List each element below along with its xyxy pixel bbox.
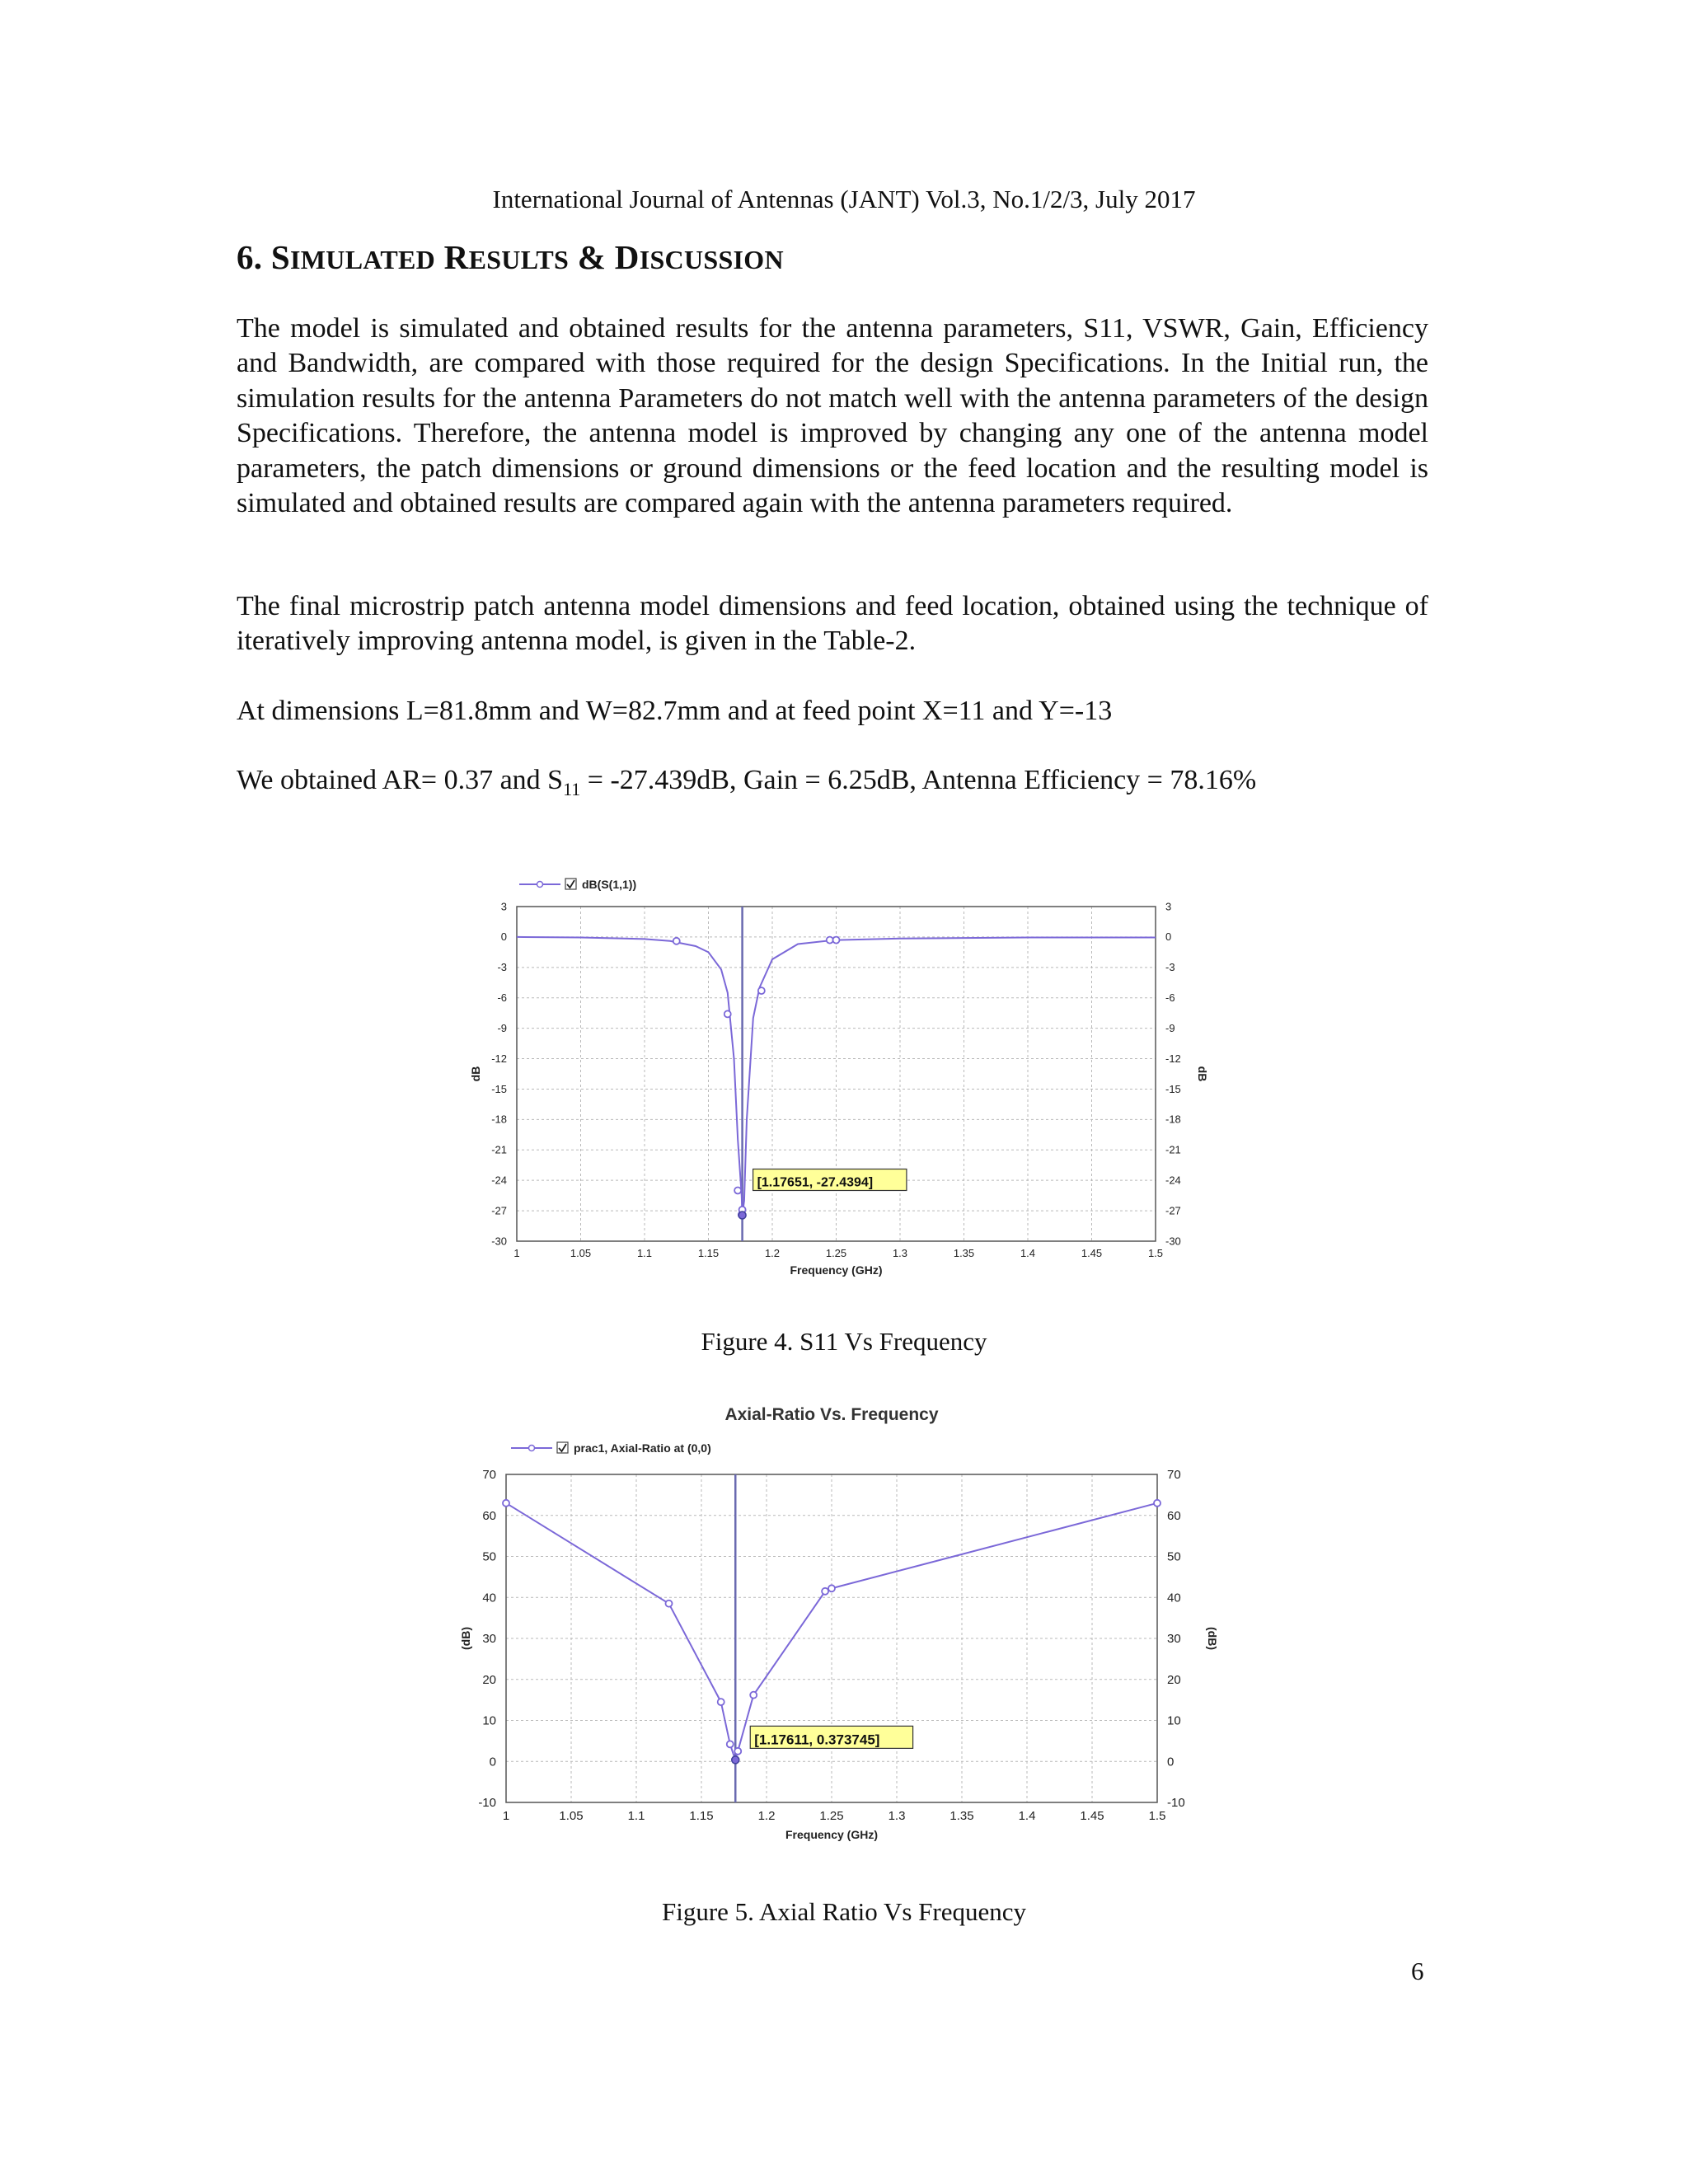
heading-word: SIMULATED [270,238,436,276]
y-axis-label-right: (dB) [1206,1627,1219,1650]
figure-5-caption: Figure 5. Axial Ratio Vs Frequency [662,1897,1026,1926]
y-tick-label-right: -30 [1165,1235,1181,1248]
y-tick-label-right: -12 [1165,1052,1181,1065]
y-tick-label-left: -30 [491,1235,507,1248]
data-point [750,1692,757,1699]
body-paragraph-3: At dimensions L=81.8mm and W=82.7mm and at feed point X=11 and Y=-13 [237,696,1113,726]
y-tick-label-right: -21 [1165,1143,1181,1156]
x-tick-label: 1.2 [764,1247,781,1259]
y-tick-label-left: -15 [491,1082,507,1095]
y-tick-label-left: -27 [491,1204,507,1217]
data-point [1154,1500,1160,1507]
data-point [734,1748,741,1755]
legend-marker [529,1446,535,1451]
data-point [666,1601,673,1607]
y-tick-label-right: 20 [1167,1672,1181,1687]
x-tick-label: 1.4 [1020,1247,1036,1259]
y-tick-label-right: -6 [1165,991,1175,1005]
y-tick-label-left: 50 [482,1549,496,1564]
y-tick-label-left: -3 [497,961,507,974]
y-tick-label-left: -10 [478,1796,496,1810]
x-tick-label: 1.35 [953,1247,975,1259]
y-tick-label-left: -18 [491,1113,507,1126]
y-tick-label-left: -9 [497,1021,507,1034]
running-header: International Journal of Antennas (JANT) Vol.3, No.1/2/3, July 2017 [492,185,1196,213]
y-tick-label-right: 30 [1167,1632,1181,1646]
heading-word: DISCUSSION [614,238,784,276]
x-axis-label: Frequency (GHz) [790,1263,883,1277]
x-tick-label: 1.15 [689,1809,714,1823]
marker-point [738,1212,746,1219]
y-tick-label-right: -3 [1165,961,1175,974]
x-tick-label: 1.35 [950,1809,974,1823]
y-tick-label-right: -24 [1165,1174,1181,1187]
x-tick-label: 1.3 [888,1809,906,1823]
y-axis-label-left: dB [469,1066,482,1082]
x-tick-label: 1 [502,1809,510,1823]
y-tick-label-right: -15 [1165,1082,1181,1095]
legend-label: dB(S(1,1)) [582,878,637,891]
y-tick-label-right: -9 [1165,1021,1175,1034]
y-tick-label-right: 50 [1167,1549,1181,1564]
chart-title: Axial-Ratio Vs. Frequency [724,1405,939,1424]
axial-ratio-frequency-chart [453,1397,1228,1858]
x-tick-label: 1.25 [819,1809,844,1823]
y-tick-label-left: 30 [482,1632,496,1646]
data-point [734,1187,741,1193]
section-heading [237,237,784,277]
y-tick-label-left: -12 [491,1052,507,1065]
x-tick-label: 1.1 [636,1247,653,1259]
x-tick-label: 1.2 [757,1809,776,1823]
data-point [833,937,840,944]
x-tick-label: 1.25 [825,1247,847,1259]
data-point [724,1010,731,1017]
y-tick-label-left: 40 [482,1591,496,1605]
section-number: 6. [237,238,263,276]
y-tick-label-right: 3 [1165,900,1172,913]
s11-frequency-chart [462,865,1220,1294]
x-tick-label: 1.5 [1147,1247,1164,1259]
marker-label: [1.17611, 0.373745] [754,1732,880,1748]
x-tick-label: 1.15 [697,1247,720,1259]
x-tick-label: 1.3 [892,1247,908,1259]
y-tick-label-left: 20 [482,1672,496,1687]
x-tick-label: 1.45 [1080,1809,1104,1823]
body-paragraph-1: The model is simulated and obtained results for the antenna parameters, S11, VSWR, Gain, Efficiency and Bandwidth, are compared with those required for the design Specifications. In the Initial run, the simulation results for the antenna Parameters do not match well with the antenna parameters of the design Specifications. Therefore, the antenna model is improved by changing any one of the antenna model parameters, the patch dimensions or ground dimensions or the feed location and the resulting model is simulated and obtained results are compared again with the antenna parameters required. [237,313,1428,519]
y-tick-label-right: -18 [1165,1113,1181,1126]
body-paragraph-4: We obtained AR= 0.37 and $S_{11} = -27.439dB$, Gain = 6.25dB, Antenna Efficiency = 78.16% [237,765,1257,799]
y-axis-label-right: dB [1196,1066,1209,1082]
x-tick-label: 1.1 [627,1809,645,1823]
x-tick-label: 1.05 [559,1809,584,1823]
x-tick-label: 1.5 [1148,1809,1166,1823]
y-tick-label-left: 0 [500,930,507,944]
marker-label: [1.17651, -27.4394] [757,1175,874,1190]
y-tick-label-left: -24 [491,1174,507,1187]
x-tick-label: 1.45 [1081,1247,1103,1259]
y-tick-label-right: 60 [1167,1508,1181,1523]
x-tick-label: 1.4 [1018,1809,1036,1823]
data-point [822,1588,828,1595]
y-tick-label-left: -21 [491,1143,507,1156]
data-point [673,938,680,944]
data-point [828,1585,835,1591]
y-tick-label-right: 10 [1167,1713,1181,1728]
y-tick-label-right: 0 [1165,930,1172,944]
y-axis-label-left: (dB) [459,1627,472,1650]
data-point [718,1699,724,1705]
y-tick-label-right: 0 [1167,1755,1175,1769]
heading-word: & [577,238,607,276]
marker-point [732,1756,739,1764]
y-tick-label-left: 70 [482,1468,496,1482]
y-tick-label-right: -10 [1167,1796,1185,1810]
legend-marker [537,882,543,888]
x-axis-label: Frequency (GHz) [785,1828,879,1841]
y-tick-label-left: 10 [482,1713,496,1728]
data-point [727,1741,734,1747]
x-tick-label: 1 [513,1247,520,1259]
page-number: 6 [1411,1957,1424,1985]
y-tick-label-left: 0 [489,1755,496,1769]
y-tick-label-left: 60 [482,1508,496,1523]
y-tick-label-right: 40 [1167,1591,1181,1605]
data-point [758,987,765,994]
y-tick-label-right: -27 [1165,1204,1181,1217]
data-point [503,1500,509,1507]
y-tick-label-left: -6 [497,991,507,1005]
y-tick-label-right: 70 [1167,1468,1181,1482]
figure-4-caption: Figure 4. S11 Vs Frequency [701,1327,987,1356]
y-tick-label-left: 3 [500,900,507,913]
data-point [827,937,833,944]
heading-word: RESULTS [443,238,570,276]
body-paragraph-2: The final microstrip patch antenna model dimensions and feed location, obtained using the technique of iteratively improving antenna model, is given in the Table-2. [237,591,1428,657]
x-tick-label: 1.05 [570,1247,592,1259]
legend-label: prac1, Axial-Ratio at (0,0) [574,1441,711,1455]
